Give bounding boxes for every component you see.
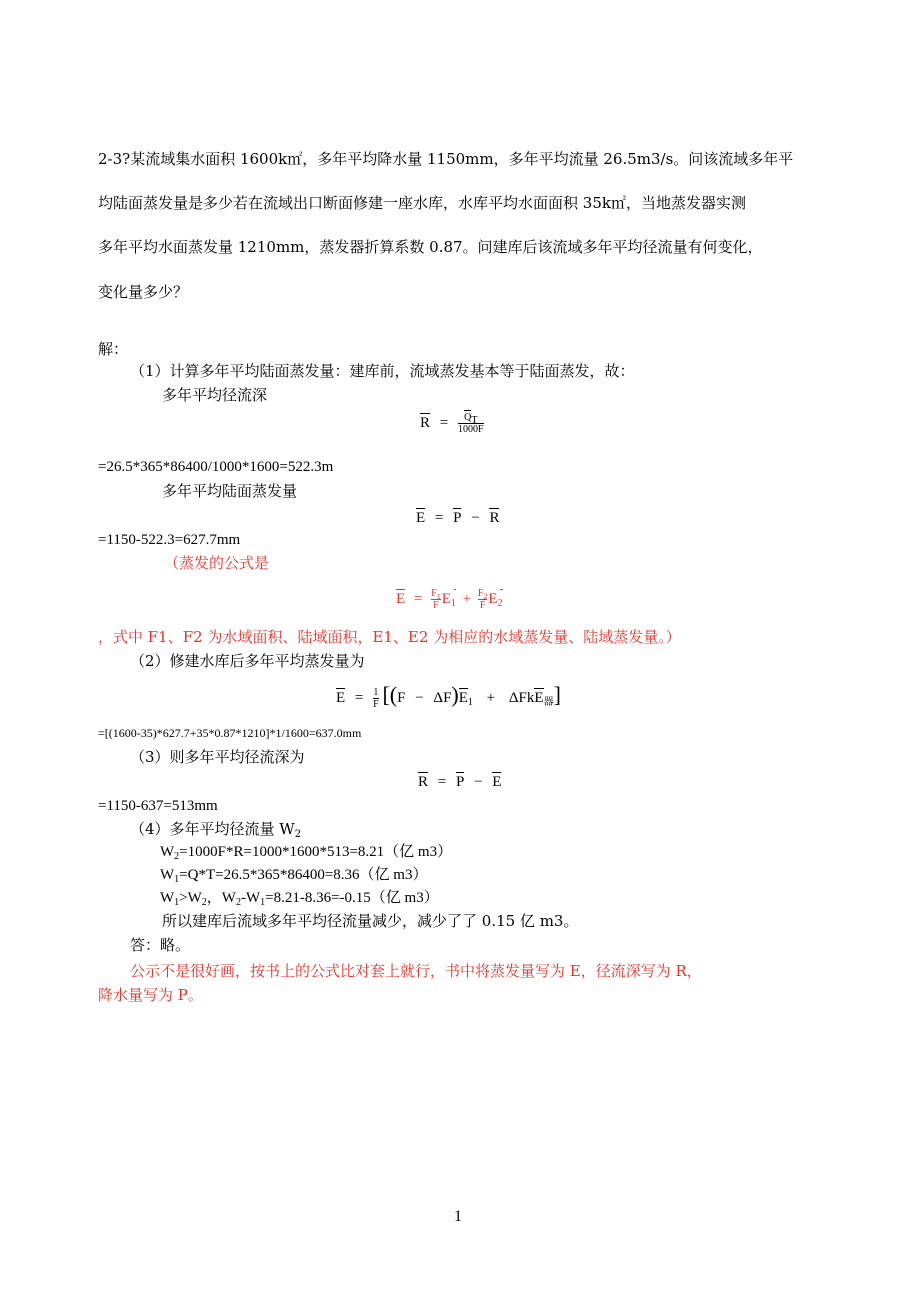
remark-line-2: 降水量写为 P。 (98, 986, 203, 1004)
question-line-3: 多年平均水面蒸发量 1210mm，蒸发器折算系数 0.87。问建库后该流域多年平均径流量有何变化， (98, 238, 763, 256)
step-2-text: （2）修建水库后多年平均蒸发量为 (130, 652, 365, 670)
formula-runoff-depth: R = $\frac{Q_T}{1000F}$ (420, 412, 484, 435)
page-number: 1 (454, 1208, 462, 1225)
calc-land-evap: =1150-522.3=627.7mm (98, 532, 241, 548)
calc-w1: $W_1=Q*T=26.5*365*86400=8.36$（亿 m3） (160, 867, 428, 885)
question-line-4: 变化量多少？ (98, 283, 189, 301)
calc-evap-after-reservoir: =[(1600-35)*627.7+35*0.87*1210]*1/1600=637.0mm (98, 726, 362, 740)
calc-w2: $W_2=1000F*R=1000*1600*513=8.21$（亿 m3） (160, 844, 453, 862)
formula-land-evap: E = P − R (416, 510, 500, 526)
runoff-depth-label: 多年平均径流深 (162, 386, 268, 404)
formula-r-fraction: $\frac{Q_T}{1000F}$ (457, 412, 484, 435)
note-evap-desc: ，式中 F1、F2 为水域面积、陆域面积，E1、E2 为相应的水域蒸发量、陆域蒸发量。） (98, 628, 681, 646)
land-evap-label: 多年平均陆面蒸发量 (162, 482, 298, 500)
formula-evap-weighted: E = $\frac{F_1}{F}$ $E_1$ + $\frac{F_2}{F}$ $E_2$ (396, 588, 503, 611)
formula-runoff-after: R = P − E (418, 774, 502, 790)
question-line-2: 均陆面蒸发量是多少若在流域出口断面修建一座水库，水库平均水面面积 35k㎡，当地蒸发器实测 (98, 194, 746, 212)
formula-evap-after-reservoir: E = $\frac{1}{F}$ [(F − ΔF) $E_1 + \Delta Fk$ $E_器$] (336, 682, 561, 711)
calc-compare: $W_1>W_2$，$W_2-W_1=8.21-8.36=-0.15$（亿 m3） (160, 890, 439, 908)
step-4-text: （4）多年平均径流量 $W_2$ (130, 820, 302, 840)
conclusion-text: 所以建库后流域多年平均径流量减少，减少了了 0.15 亿 m3。 (162, 912, 579, 930)
solution-heading: 解： (98, 340, 129, 358)
question-line-1: 2-3?某流域集水面积 1600k㎡，多年平均降水量 1150mm，多年平均流量 26.5m3/s。问该流域多年平 (98, 150, 794, 168)
step-3-text: （3）则多年平均径流深为 (130, 748, 305, 766)
formula-r-symbol: R (420, 414, 431, 431)
calc-runoff-depth: =26.5*365*86400/1000*1600=522.3m (98, 459, 334, 475)
step-1-text: （1）计算多年平均陆面蒸发量：建库前，流域蒸发基本等于陆面蒸发，故： (130, 362, 635, 380)
remark-line-1: 公示不是很好画，按书上的公式比对套上就行，书中将蒸发量写为 E，径流深写为 R， (130, 962, 702, 980)
note-evap-intro: （蒸发的公式是 (164, 554, 270, 572)
calc-runoff-after: =1150-637=513mm (98, 798, 218, 814)
answer-text: 答：略。 (130, 936, 191, 954)
